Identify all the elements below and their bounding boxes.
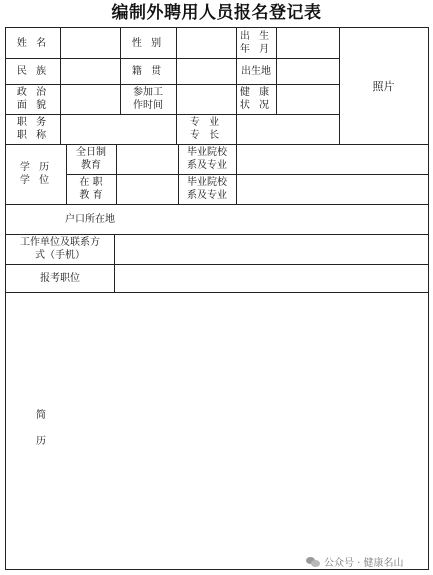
wechat-icon: [306, 557, 320, 567]
ethnicity-label: 民 族: [16, 65, 50, 77]
col-line: [114, 234, 115, 292]
registration-form: [5, 27, 429, 570]
col-line: [276, 28, 277, 114]
position-label: 报考职位: [40, 272, 80, 284]
col-line: [176, 28, 177, 114]
form-title: 编制外聘用人员报名登记表: [111, 3, 322, 23]
school-major-label-2: 毕业院校 系及专业: [187, 177, 227, 201]
native-place-label: 籍 贯: [131, 65, 165, 77]
col-line: [116, 144, 117, 204]
political-status-label: 政 治 面 貌: [16, 87, 50, 111]
school-major-label-1: 毕业院校 系及专业: [187, 147, 227, 171]
photo-label: 照片: [372, 80, 395, 93]
watermark-text: 公众号 · 健康名山: [324, 558, 404, 569]
row-line: [66, 174, 428, 175]
row-line: [6, 292, 428, 293]
resume-label: 简 历: [36, 409, 46, 447]
birthplace-label: 出生地: [241, 65, 271, 77]
specialty-label: 专 业 专 长: [189, 117, 223, 141]
in-service-education-label: 在 职 教 育: [79, 177, 103, 201]
birth-date-label: 出 生 年 月: [239, 31, 273, 55]
health-label: 健 康 状 况: [239, 87, 273, 111]
work-start-label: 参加工 作时间: [133, 87, 163, 111]
job-title-label: 职 务 职 称: [16, 117, 50, 141]
col-line: [236, 144, 237, 204]
watermark: [306, 554, 404, 569]
education-label: 学 历 学 位: [19, 162, 53, 186]
name-label: 姓 名: [16, 37, 50, 49]
col-line: [236, 114, 237, 144]
hukou-label: 户口所在地: [65, 213, 115, 225]
work-unit-label: 工作单位及联系方 式（手机）: [20, 237, 100, 261]
col-line: [60, 28, 61, 144]
gender-label: 性 别: [131, 37, 165, 49]
full-time-education-label: 全日制 教育: [76, 147, 106, 171]
